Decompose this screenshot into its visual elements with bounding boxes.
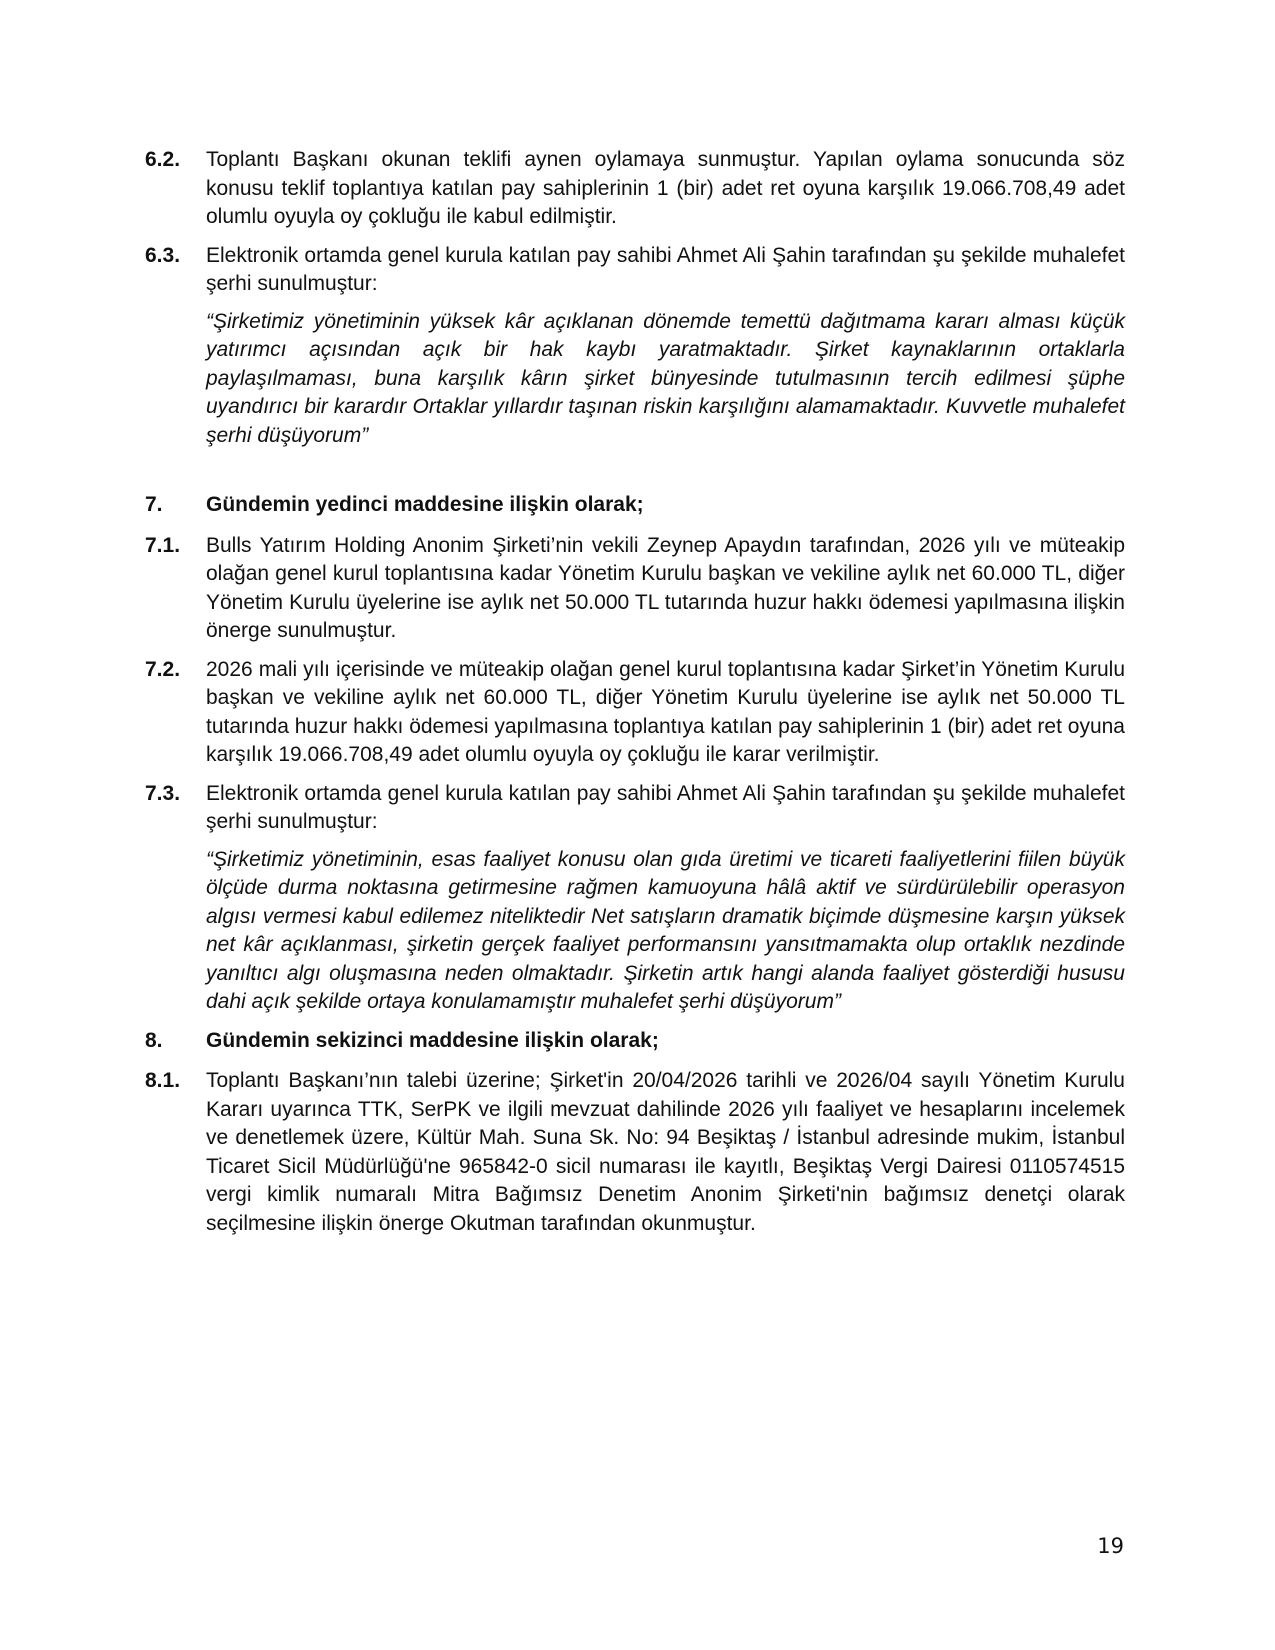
- clause-6-2: [145, 146, 1125, 232]
- document-body: [145, 146, 1125, 1238]
- clause-text: Toplantı Başkanı okunan teklifi aynen oylamaya sunmuştur. Yapılan oylama sonucunda söz konusu teklif toplantıya katılan pay sahiplerinin 1 (bir) adet ret oyuna karşılık 19.066.708,49 adet olumlu oyuyla oy çokluğu ile kabul edilmiştir.: [206, 148, 1125, 228]
- clause-text: 2026 mali yılı içerisinde ve müteakip olağan genel kurul toplantısına kadar Şirket’in Yönetim Kurulu başkan ve vekiline aylık net 60.000 TL, diğer Yönetim Kurulu üyelerine ise aylık net 50.000 TL tutarında huzur hakkı ödemesi yapılmasına toplantıya katılan pay sahiplerinin 1 (bir) adet ret oyuna karşılık 19.066.708,49 adet olumlu oyuyla oy çokluğu ile karar verilmiştir.: [206, 657, 1125, 766]
- heading-number: 8.: [145, 1028, 163, 1052]
- page-number: 19: [1097, 1534, 1124, 1558]
- clause-number: 7.1.: [145, 533, 181, 557]
- clause-7-2: [145, 656, 1125, 770]
- clause-text: Elektronik ortamda genel kurula katılan pay sahibi Ahmet Ali Şahin tarafından şu şekilde muhalefet şerhi sunulmuştur:: [206, 781, 1125, 833]
- clause-number: 8.1.: [145, 1069, 181, 1092]
- clause-text: Elektronik ortamda genel kurula katılan pay sahibi Ahmet Ali Şahin tarafından şu şekilde muhalefet şerhi sunulmuştur:: [206, 243, 1125, 295]
- dissent-quote: “Şirketimiz yönetiminin yüksek kâr açıklanan dönemde temettü dağıtmama kararı alması küçük yatırımcı açısından açık bir hak kaybı yaratmaktadır. Şirket kaynaklarının ortaklarla paylaşılmaması, buna karşılık kârın şirket bünyesinde tutulmasının tercih edilmesi şüphe uyandırıcı bir karardır Ortaklar yıllardır taşınan riskin karşılığını alamamaktadır. Kuvvetle muhalefet şerhi düşüyorum”: [206, 309, 1125, 447]
- heading-title: Gündemin sekizinci maddesine ilişkin olarak;: [206, 1028, 659, 1052]
- heading-title: Gündemin yedinci maddesine ilişkin olarak;: [206, 493, 644, 516]
- clause-text: Bulls Yatırım Holding Anonim Şirketi’nin vekili Zeynep Apaydın tarafından, 2026 yılı ve müteakip olağan genel kurul toplantısına kadar Yönetim Kurulu başkan ve vekiline aylık net 60.000 TL, diğer Yönetim Kurulu üyelerine ise aylık net 50.000 TL tutarında huzur hakkı ödemesi yapılmasına ilişkin önerge sunulmuştur.: [206, 533, 1125, 642]
- clause-6-3: [145, 242, 1125, 451]
- clause-7-1: [145, 532, 1125, 646]
- agenda-heading-7: [145, 491, 1125, 520]
- clause-number: 6.2.: [145, 148, 181, 171]
- clause-number: 7.2.: [145, 657, 181, 681]
- clause-number: 7.3.: [145, 781, 181, 805]
- clause-7-3: [145, 780, 1125, 1017]
- dissent-quote: “Şirketimiz yönetiminin, esas faaliyet konusu olan gıda üretimi ve ticareti faaliyetlerini fiilen büyük ölçüde durma noktasına getirmesine rağmen kamuoyuna hâlâ aktif ve sürdürülebilir operasyon algısı vermesi kabul edilemez niteliktedir Net satışların dramatik biçimde düşmesine karşın yüksek net kâr açıklanması, şirketin gerçek faaliyet performansını yansıtmamakta olup ortaklık nezdinde yanıltıcı algı oluşmasına neden olmaktadır. Şirketin artık hangi alanda faaliyet gösterdiği hususu dahi açık şekilde ortaya konulamamıştır muhalefet şerhi düşüyorum”: [206, 847, 1125, 1013]
- agenda-heading-8: [145, 1027, 1125, 1056]
- clause-number: 6.3.: [145, 243, 181, 267]
- clause-8-1: [145, 1067, 1125, 1238]
- clause-text: Toplantı Başkanı’nın talebi üzerine; Şirket'in 20/04/2026 tarihli ve 2026/04 sayılı Yönetim Kurulu Kararı uyarınca TTK, SerPK ve ilgili mevzuat dahilinde 2026 yılı faaliyet ve hesaplarını incelemek ve denetlemek üzere, Kültür Mah. Suna Sk. No: 94 Beşiktaş / İstanbul adresinde mukim, İstanbul Ticaret Sicil Müdürlüğü'ne 965842-0 sicil numarası ile kayıtlı, Beşiktaş Vergi Dairesi 0110574515 vergi kimlik numaralı Mitra Bağımsız Denetim Anonim Şirketi'nin bağımsız denetçi olarak seçilmesine ilişkin önerge Okutman tarafından okunmuştur.: [206, 1069, 1125, 1235]
- heading-number: 7.: [145, 493, 163, 516]
